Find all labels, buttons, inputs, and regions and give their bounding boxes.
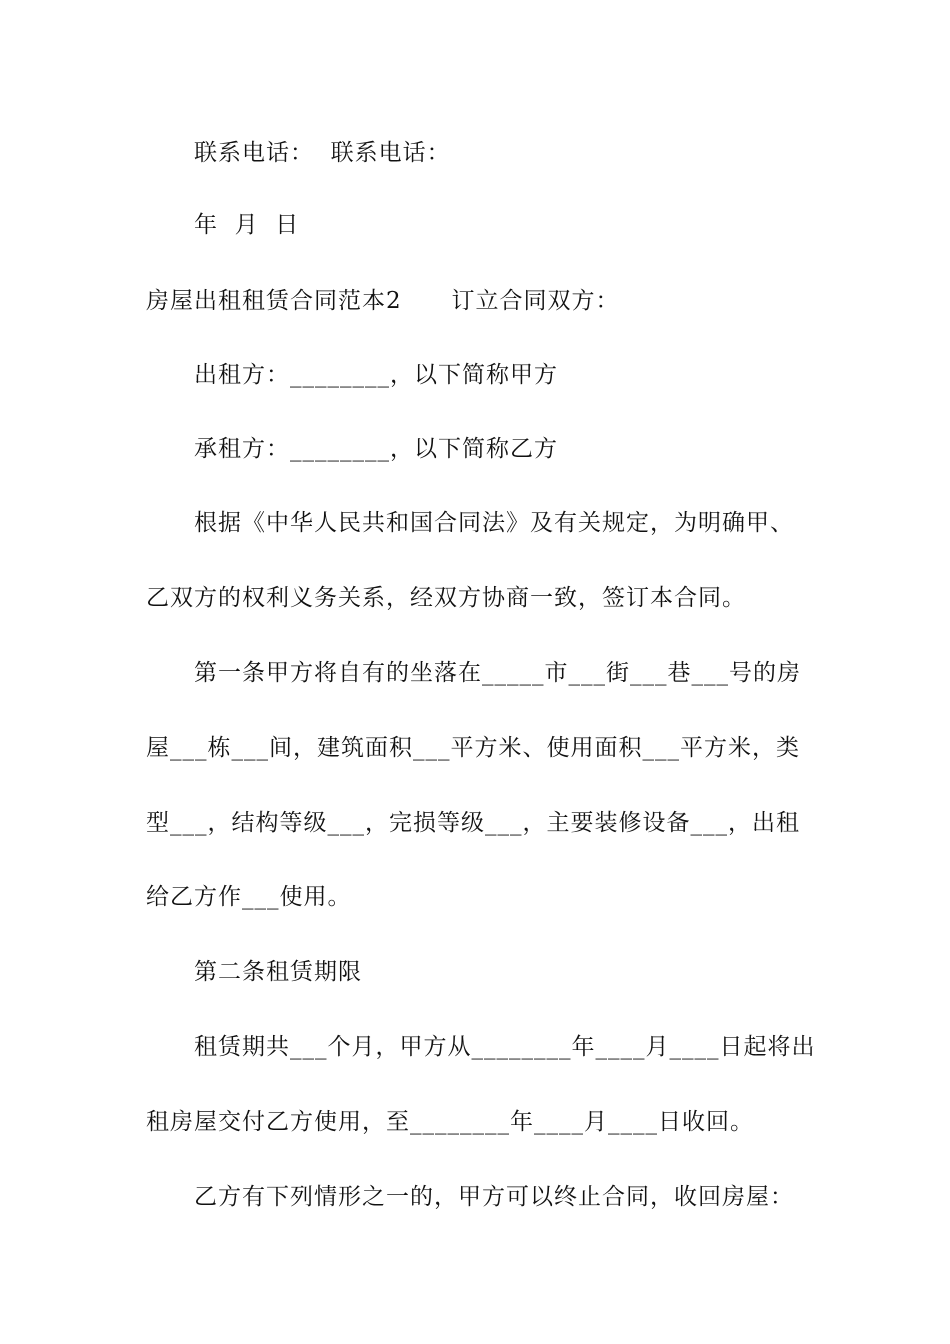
paragraph-basis-line-1: 根据《中华人民共和国合同法》及有关规定，为明确甲、 [194, 510, 794, 536]
article-1-line-3: 型___，结构等级___，完损等级___，主要装修设备___，出租 [146, 810, 800, 836]
paragraph-basis-line-2: 乙双方的权利义务关系，经双方协商一致，签订本合同。 [146, 585, 746, 611]
article-1-line-2: 屋___栋___间，建筑面积___平方米、使用面积___平方米，类 [146, 735, 800, 761]
article-1-line-1: 第一条甲方将自有的坐落在_____市___街___巷___号的房 [194, 660, 801, 686]
date-line: 年 月 日 [194, 212, 300, 238]
lease-term-line-2: 租房屋交付乙方使用，至________年____月____日收回。 [146, 1109, 754, 1135]
lessee-line: 承租方：________，以下简称乙方 [194, 436, 558, 462]
termination-conditions-line: 乙方有下列情形之一的，甲方可以终止合同，收回房屋： [194, 1184, 794, 1210]
contract-title-line: 房屋出租租赁合同范本2 订立合同双方： [146, 288, 620, 314]
article-2-heading: 第二条租赁期限 [194, 959, 362, 985]
lease-term-line-1: 租赁期共___个月，甲方从________年____月____日起将出 [194, 1034, 816, 1060]
contact-phone-line: 联系电话： 联系电话： [194, 140, 451, 166]
lessor-line: 出租方：________，以下简称甲方 [194, 362, 558, 388]
article-1-line-4: 给乙方作___使用。 [146, 884, 352, 910]
